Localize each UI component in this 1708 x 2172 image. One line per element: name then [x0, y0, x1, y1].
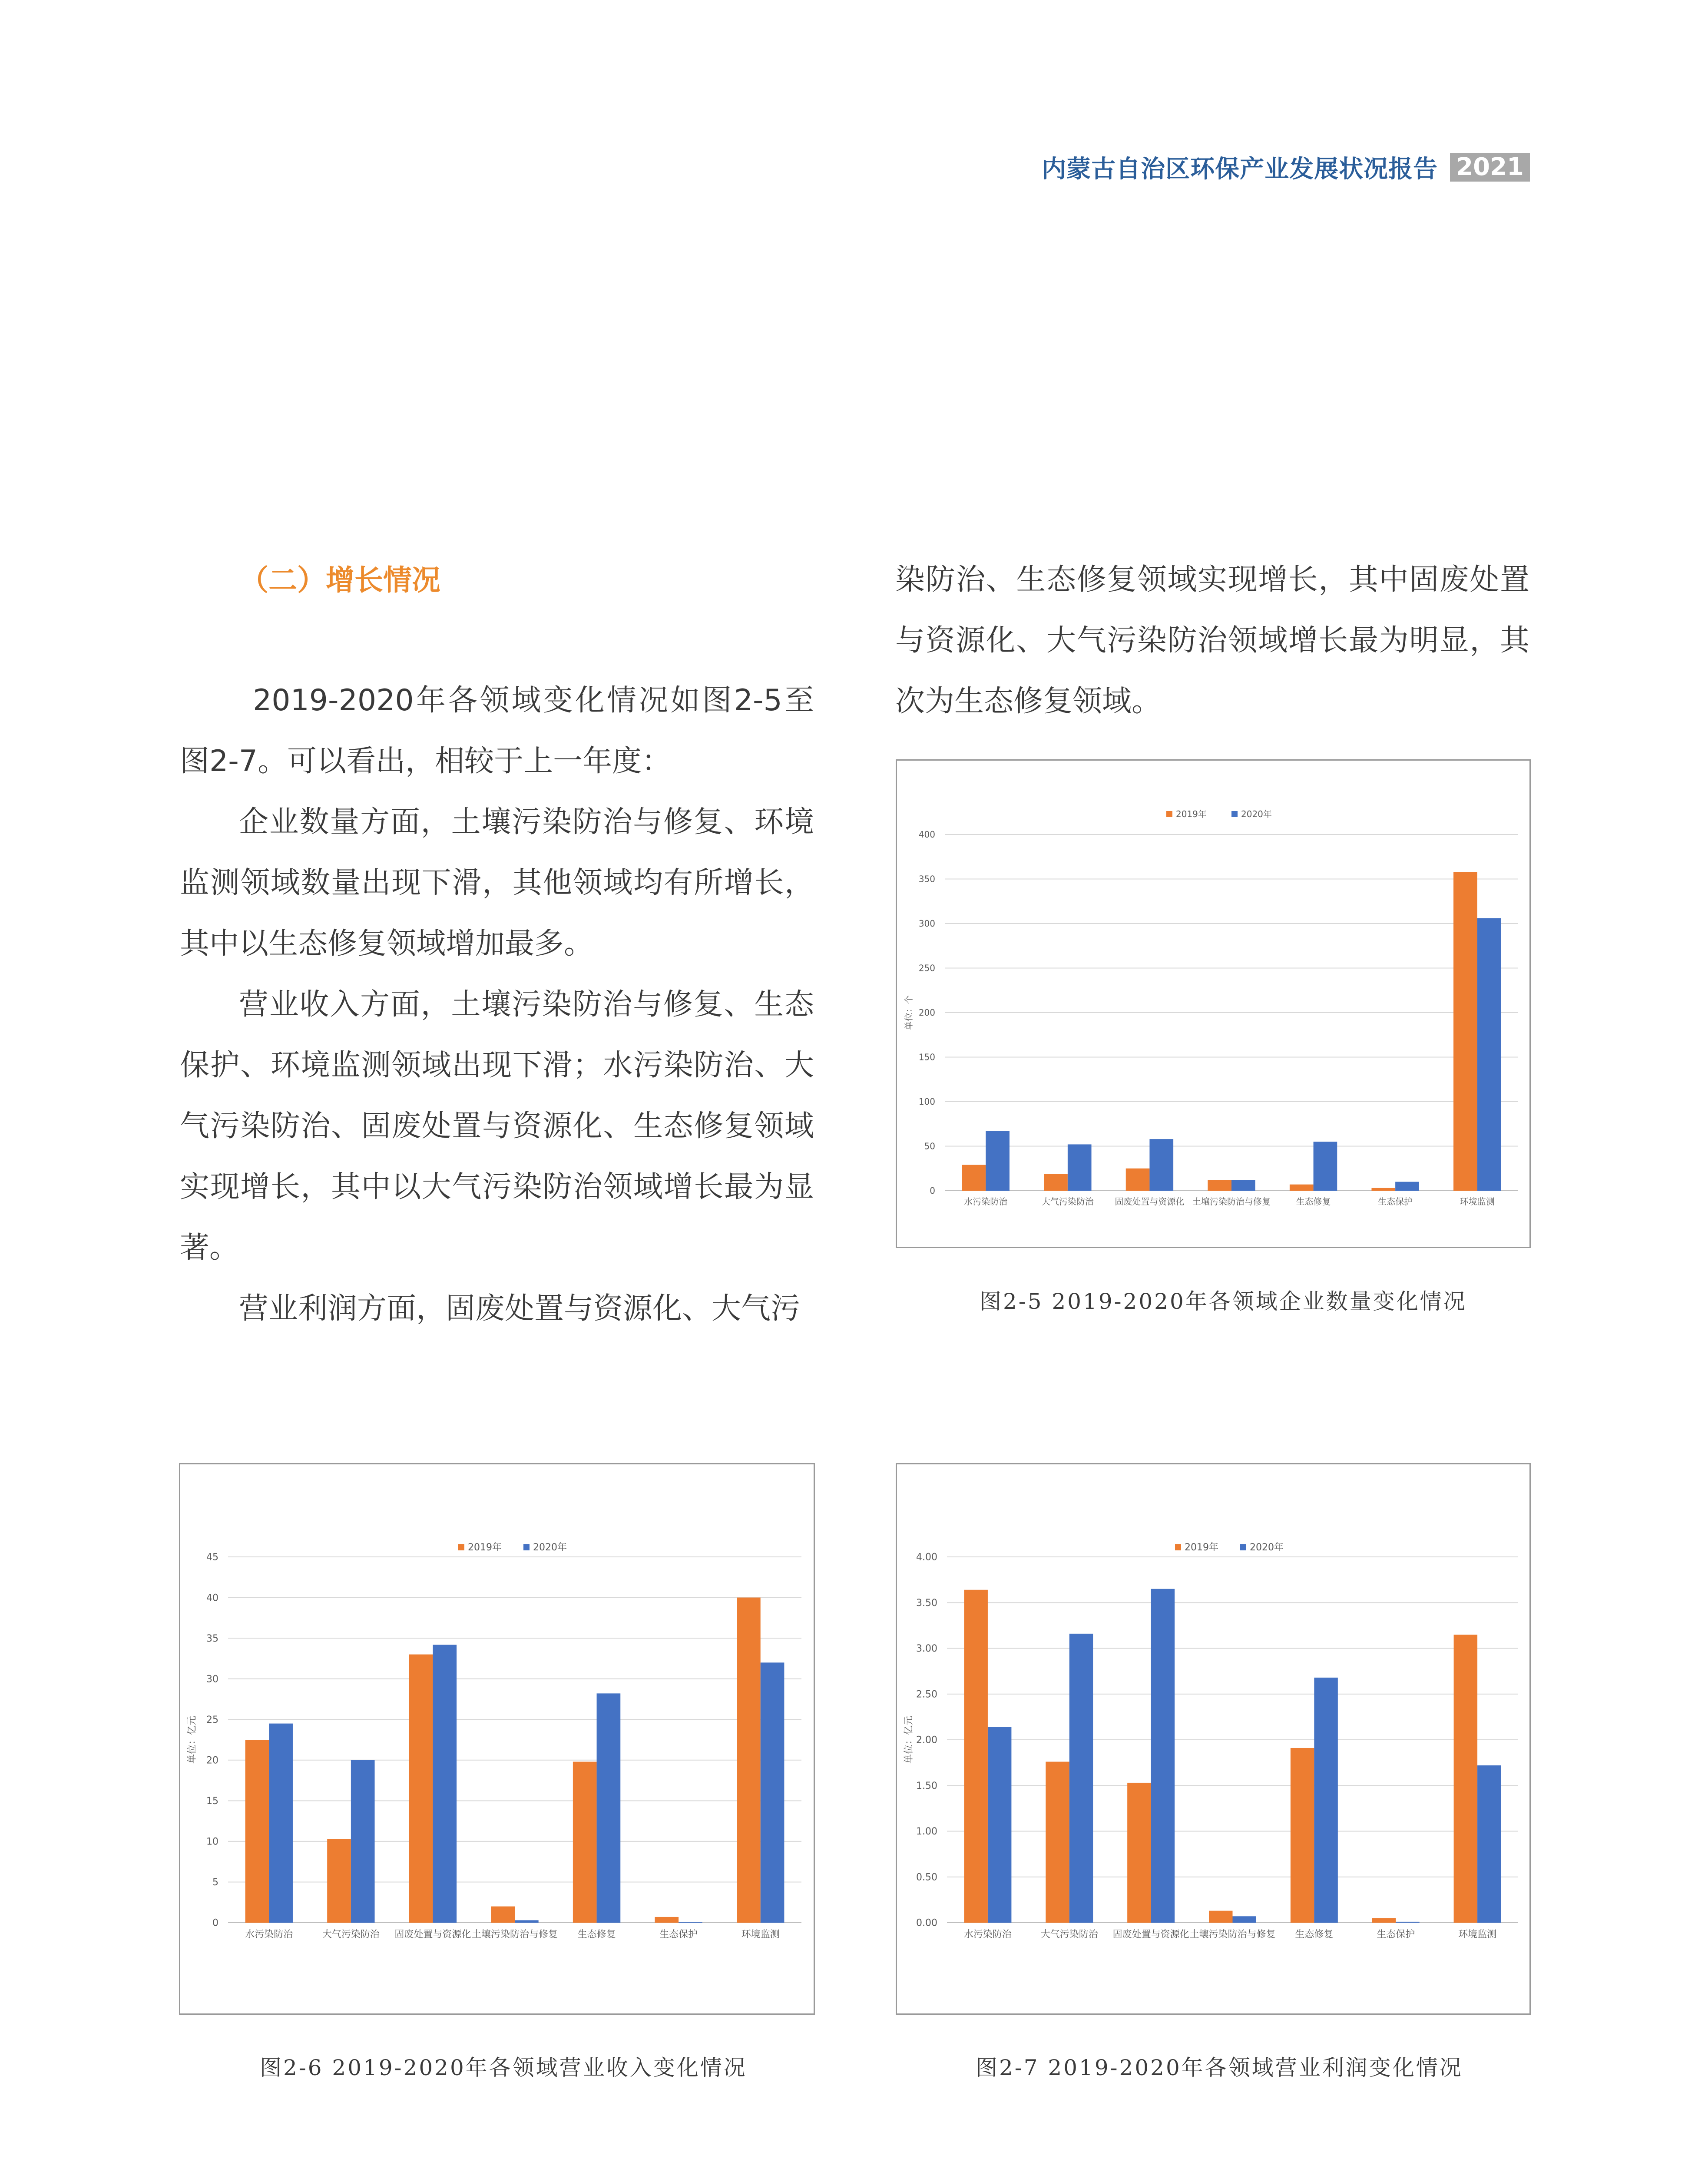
y-tick-label: 0 — [212, 1917, 218, 1929]
y-tick-label: 1.00 — [916, 1826, 937, 1838]
bar-2019 — [1209, 1911, 1232, 1923]
bar-2019 — [1126, 1169, 1150, 1191]
y-tick-label: 250 — [918, 963, 935, 973]
bar-2020 — [1314, 1678, 1337, 1923]
bar-2019 — [409, 1655, 433, 1923]
section-heading: （二）增长情况 — [240, 563, 440, 597]
chart-2-5-svg — [897, 761, 1532, 1249]
y-tick-label: 2.50 — [916, 1689, 937, 1700]
x-category-label: 生态保护 — [659, 1929, 698, 1940]
bar-2020 — [1068, 1144, 1092, 1191]
x-category-label: 水污染防治 — [963, 1929, 1012, 1940]
x-category-label: 土壤污染防治与修复 — [1189, 1929, 1276, 1940]
paragraph-intro: 2019-2020年各领域变化情况如图2-5至图2-7。可以看出，相较于上一年度： — [180, 683, 814, 778]
bar-2020 — [1314, 1142, 1337, 1191]
bar-2019 — [737, 1598, 761, 1923]
x-category-label: 环境监测 — [1458, 1929, 1497, 1940]
paragraph-profit: 营业利润方面，固废处置与资源化、大气污 — [239, 1291, 801, 1326]
y-axis-title: 单位：亿元 — [904, 1715, 914, 1764]
bar-2019 — [1453, 872, 1477, 1191]
caption-figure-2-7: 图2-7 2019-2020年各领域营业利润变化情况 — [976, 2055, 1463, 2080]
bar-2020 — [269, 1724, 293, 1923]
bar-2019 — [1044, 1174, 1068, 1191]
bar-2019 — [245, 1740, 269, 1923]
y-tick-label: 10 — [206, 1836, 218, 1848]
bar-2020 — [679, 1922, 702, 1923]
y-tick-label: 0.50 — [916, 1872, 937, 1883]
paragraph-profit-continued: 染防治、生态修复领域实现增长，其中固废处置与资源化、大气污染防治领域增长最为明显，其次为生态修复领域。 — [895, 563, 1529, 718]
paragraph-enterprise-count: 企业数量方面，土壤污染防治与修复、环境监测领域数量出现下滑，其他领域均有所增长，其中以生态修复领域增加最多。 — [180, 805, 814, 961]
x-category-label: 固废处置与资源化 — [394, 1929, 471, 1940]
bar-2020 — [1233, 1916, 1256, 1923]
right-column — [895, 550, 1529, 732]
chart-operating-revenue — [179, 1463, 815, 2015]
y-tick-label: 200 — [918, 1007, 935, 1018]
bar-2020 — [1149, 1139, 1173, 1191]
x-category-label: 生态保护 — [1378, 1196, 1413, 1207]
bar-2019 — [1046, 1762, 1069, 1923]
y-tick-label: 400 — [918, 829, 935, 840]
x-category-label: 土壤污染防治与修复 — [471, 1929, 558, 1940]
x-category-label: 大气污染防治 — [1041, 1196, 1094, 1207]
bar-2019 — [964, 1590, 987, 1923]
x-category-label: 土壤污染防治与修复 — [1192, 1196, 1271, 1207]
y-tick-label: 300 — [918, 918, 935, 929]
bar-2019 — [491, 1907, 515, 1923]
paragraph-revenue: 营业收入方面，土壤污染防治与修复、生态保护、环境监测领域出现下滑；水污染防治、大气污染防治、固废处置与资源化、生态修复领域实现增长，其中以大气污染防治领域增长最为显著。 — [180, 987, 814, 1265]
bar-2019 — [1291, 1748, 1314, 1923]
legend-label: 2020年 — [1250, 1542, 1284, 1553]
caption-figure-2-5: 图2-5 2019-2020年各领域企业数量变化情况 — [980, 1289, 1467, 1314]
y-tick-label: 3.00 — [916, 1643, 937, 1655]
page-header — [1042, 152, 1530, 182]
y-tick-label: 2.00 — [916, 1735, 937, 1746]
y-tick-label: 350 — [918, 874, 935, 884]
legend-swatch — [523, 1544, 530, 1550]
legend-swatch — [1240, 1544, 1246, 1550]
bar-2020 — [515, 1920, 539, 1923]
bar-2020 — [433, 1645, 457, 1923]
x-category-label: 大气污染防治 — [322, 1929, 380, 1940]
y-tick-label: 150 — [918, 1052, 935, 1063]
legend-swatch — [458, 1544, 464, 1550]
bar-2019 — [655, 1917, 679, 1923]
bar-2019 — [1371, 1188, 1395, 1191]
y-axis-title: 单位：亿元 — [187, 1715, 198, 1764]
y-tick-label: 0 — [930, 1185, 935, 1196]
y-tick-label: 50 — [924, 1141, 935, 1152]
y-tick-label: 4.00 — [916, 1552, 937, 1563]
y-tick-label: 30 — [206, 1674, 218, 1685]
bar-2020 — [1477, 1765, 1501, 1923]
bar-2019 — [1454, 1635, 1477, 1923]
bar-2020 — [1395, 1182, 1419, 1191]
left-column — [180, 670, 814, 1339]
x-category-label: 大气污染防治 — [1040, 1929, 1098, 1940]
bar-2019 — [1127, 1783, 1151, 1923]
bar-2020 — [1231, 1180, 1255, 1191]
x-category-label: 固废处置与资源化 — [1112, 1929, 1189, 1940]
bar-2019 — [1208, 1180, 1231, 1191]
bar-2020 — [351, 1760, 375, 1923]
bar-2019 — [1372, 1918, 1396, 1923]
x-category-label: 生态保护 — [1377, 1929, 1415, 1940]
chart-enterprise-count — [896, 759, 1531, 1248]
bar-2020 — [988, 1727, 1011, 1923]
x-category-label: 水污染防治 — [964, 1196, 1008, 1207]
y-tick-label: 25 — [206, 1714, 218, 1725]
chart-operating-profit — [896, 1463, 1531, 2015]
bar-2019 — [1290, 1185, 1314, 1191]
bar-2020 — [761, 1662, 784, 1923]
legend-swatch — [1166, 811, 1172, 817]
y-tick-label: 1.50 — [916, 1780, 937, 1791]
bar-2020 — [986, 1131, 1010, 1191]
caption-figure-2-6: 图2-6 2019-2020年各领域营业收入变化情况 — [260, 2055, 747, 2080]
y-tick-label: 20 — [206, 1755, 218, 1766]
bar-2019 — [327, 1839, 351, 1923]
x-category-label: 生态修复 — [1295, 1929, 1334, 1940]
x-category-label: 环境监测 — [741, 1929, 780, 1940]
x-category-label: 生态修复 — [1296, 1196, 1331, 1207]
y-tick-label: 0.00 — [916, 1917, 937, 1929]
bar-2020 — [597, 1693, 621, 1923]
x-category-label: 水污染防治 — [245, 1929, 293, 1940]
legend-label: 2019年 — [1176, 809, 1207, 819]
report-year-badge: 2021 — [1450, 153, 1530, 182]
x-category-label: 固废处置与资源化 — [1115, 1196, 1185, 1207]
bar-2020 — [1151, 1589, 1175, 1923]
y-tick-label: 40 — [206, 1593, 218, 1604]
bar-2019 — [573, 1762, 597, 1923]
x-category-label: 环境监测 — [1460, 1196, 1495, 1207]
y-tick-label: 3.50 — [916, 1597, 937, 1609]
y-tick-label: 5 — [212, 1877, 218, 1888]
y-tick-label: 35 — [206, 1633, 218, 1644]
legend-swatch — [1231, 811, 1238, 817]
legend-label: 2019年 — [468, 1542, 502, 1553]
y-axis-title: 单位：个 — [904, 995, 914, 1030]
bar-2019 — [962, 1165, 986, 1191]
legend-label: 2020年 — [1241, 809, 1272, 819]
legend-label: 2020年 — [533, 1542, 567, 1553]
bar-2020 — [1477, 918, 1501, 1191]
legend-label: 2019年 — [1185, 1542, 1218, 1553]
chart-2-7-svg — [897, 1464, 1532, 2016]
chart-2-6-svg — [180, 1464, 816, 2016]
legend-swatch — [1175, 1544, 1181, 1550]
y-tick-label: 100 — [918, 1096, 935, 1107]
bar-2020 — [1396, 1922, 1419, 1923]
x-category-label: 生态修复 — [577, 1929, 616, 1940]
y-tick-label: 45 — [206, 1552, 218, 1563]
y-tick-label: 15 — [206, 1796, 218, 1807]
bar-2020 — [1069, 1634, 1093, 1923]
report-title: 内蒙古自治区环保产业发展状况报告 — [1042, 155, 1438, 183]
